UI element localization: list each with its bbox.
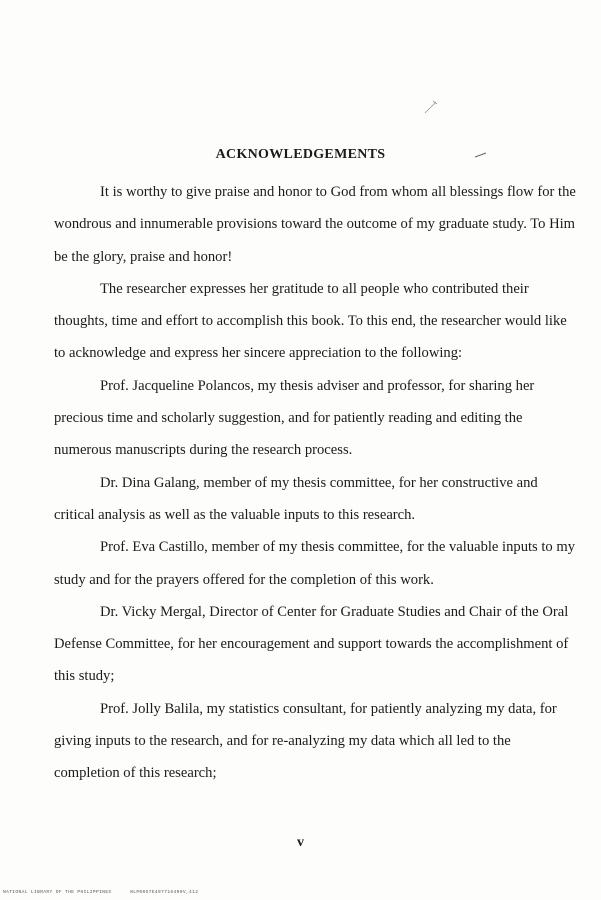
acknowledgements-body: [54, 176, 576, 790]
scan-footer-library: NATIONAL LIBRARY OF THE PHILIPPINES: [3, 890, 112, 895]
stray-pen-mark: [422, 98, 440, 116]
paragraph-gratitude: The researcher expresses her gratitude to all people who contributed their thoughts, time and effort to accomplish this book. To this end, the researcher would like to acknowledge and express her sincere appreciation to the following:: [54, 280, 567, 362]
paragraph-polancos: Prof. Jacqueline Polancos, my thesis adviser and professor, for sharing her precious time and scholarly suggestion, and for patiently reading and editing the numerous manuscripts during the research process.: [54, 377, 535, 459]
paragraph-mergal: Dr. Vicky Mergal, Director of Center for Graduate Studies and Chair of the Oral Defense Committee, for her encouragement and support towards the accomplishment of this study;: [54, 603, 569, 685]
paragraph-god: It is worthy to give praise and honor to God from whom all blessings flow for the wondrous and innumerable provisions toward the outcome of my graduate study. To Him be the glory, praise and honor!: [54, 184, 576, 265]
page-number: v: [297, 835, 304, 850]
scan-footer-code: NLP00S7E407716400V,412: [130, 890, 199, 895]
page-title: ACKNOWLEDGEMENTS: [215, 147, 386, 162]
paragraph-castillo: Prof. Eva Castillo, member of my thesis committee, for the valuable inputs to my study and for the prayers offered for the completion of this work.: [54, 539, 576, 588]
scan-footer: [3, 890, 198, 895]
paragraph-galang: Dr. Dina Galang, member of my thesis committee, for her constructive and critical analysis as well as the valuable inputs to this research.: [54, 474, 538, 523]
paragraph-balila: Prof. Jolly Balila, my statistics consultant, for patiently analyzing my data, for giving inputs to the research, and for re-analyzing my data which all led to the completion of this research;: [54, 700, 557, 782]
